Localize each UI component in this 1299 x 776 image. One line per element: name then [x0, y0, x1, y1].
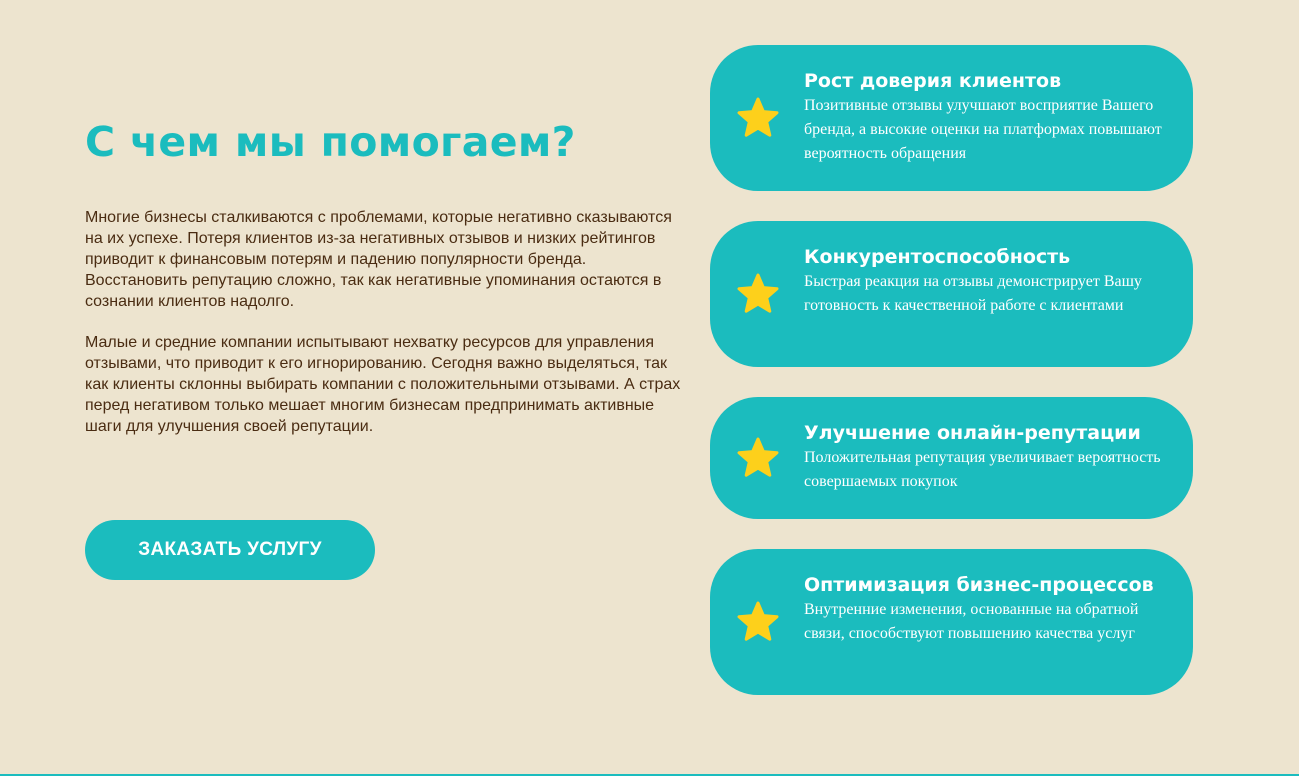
benefit-card-process-optimization: [710, 549, 1193, 695]
intro-paragraph-1: Многие бизнесы сталкиваются с проблемами, которые негативно сказываются на их успехе. Потеря клиентов из-за негативных отзывов и низких рейтингов приводит к финансовым потерям и падению популярности бренда. Восстановить репутацию сложно, так как негативные упоминания остаются в сознании клиентов надолго.: [85, 209, 672, 310]
star-icon: [736, 436, 780, 480]
card-description: Быстрая реакция на отзывы демонстрирует Вашу готовность к качественной работе с клиентами: [804, 273, 1142, 314]
benefit-card-online-reputation: [710, 397, 1193, 519]
section-title: С чем мы помогаем?: [85, 118, 576, 166]
card-description: Положительная репутация увеличивает вероятность совершаемых покупок: [804, 449, 1161, 490]
card-description: Позитивные отзывы улучшают восприятие Вашего бренда, а высокие оценки на платформах повышают вероятность обращения: [804, 97, 1162, 162]
card-title: Улучшение онлайн-репутации: [804, 422, 1141, 444]
order-service-button[interactable]: ЗАКАЗАТЬ УСЛУГУ: [85, 520, 375, 580]
card-title: Оптимизация бизнес-процессов: [804, 574, 1154, 596]
card-title: Конкурентоспособность: [804, 246, 1071, 268]
star-icon: [736, 272, 780, 316]
intro-paragraph-2: Малые и средние компании испытывают нехватку ресурсов для управления отзывами, что приводит к его игнорированию. Сегодня важно выделяться, так как клиенты склонны выбирать компании с положительными отзывами. А страх перед негативом только мешает многим бизнесам предпринимать активные шаги для улучшения своей репутации.: [85, 334, 681, 435]
benefit-card-customer-trust: [710, 45, 1193, 191]
card-description: Внутренние изменения, основанные на обратной связи, способствуют повышению качества услуг: [804, 601, 1139, 642]
star-icon: [736, 600, 780, 644]
benefit-card-competitiveness: [710, 221, 1193, 367]
star-icon: [736, 96, 780, 140]
card-title: Рост доверия клиентов: [804, 70, 1062, 92]
